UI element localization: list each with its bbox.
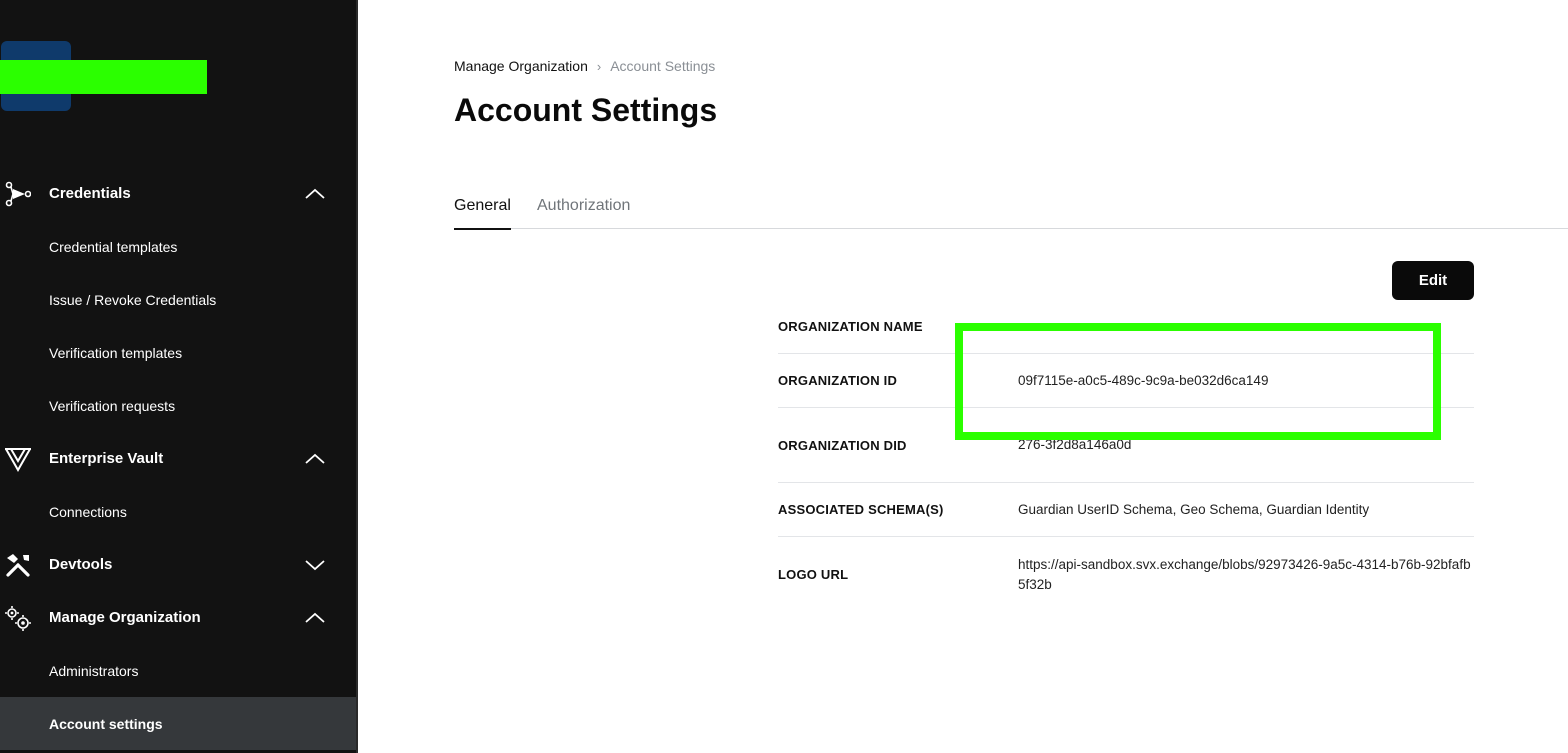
field-label: ORGANIZATION ID [778, 373, 898, 388]
field-label: LOGO URL [778, 567, 849, 582]
chevron-up-icon[interactable] [304, 187, 326, 201]
sidebar-item-label: Issue / Revoke Credentials [49, 291, 217, 308]
sidebar-item-credential-templates[interactable] [0, 220, 356, 273]
vault-icon [4, 445, 32, 473]
sidebar [0, 0, 358, 753]
tools-icon [4, 551, 32, 579]
table-row [778, 300, 1474, 354]
tab-general[interactable]: General [454, 197, 511, 229]
chevron-up-icon[interactable] [304, 452, 326, 466]
sidebar-item-verification-templates[interactable] [0, 326, 356, 379]
breadcrumb-separator-icon: › [596, 58, 602, 74]
sidebar-item-label: Connections [49, 503, 127, 520]
page-title: Account Settings [454, 92, 718, 128]
field-value: 09f7115e-a0c5-489c-9c9a-be032d6ca149 [1018, 372, 1269, 388]
sidebar-section-devtools[interactable] [0, 538, 356, 591]
table-row [778, 537, 1474, 612]
chevron-down-icon[interactable] [304, 558, 326, 572]
sidebar-item-label: Credential templates [49, 238, 178, 255]
sidebar-item-account-settings[interactable] [0, 697, 356, 750]
field-value: Guardian UserID Schema, Geo Schema, Guardian Identity [1018, 501, 1370, 517]
edit-button[interactable]: Edit [1392, 261, 1474, 300]
field-value: https://api-sandbox.svx.exchange/blobs/92973426-9a5c-4314-b76b-92bfafb5f32b [1018, 556, 1471, 592]
organization-info-table [778, 300, 1474, 612]
sidebar-item-administrators[interactable] [0, 644, 356, 697]
breadcrumb-link-manage-organization[interactable]: Manage Organization [454, 58, 588, 74]
sidebar-item-label: Account settings [49, 715, 163, 732]
table-row [778, 483, 1474, 537]
breadcrumb [454, 58, 715, 74]
sidebar-section-manage-organization[interactable] [0, 591, 356, 644]
sidebar-item-verification-requests[interactable] [0, 379, 356, 432]
table-row [778, 408, 1474, 483]
chevron-up-icon[interactable] [304, 611, 326, 625]
sidebar-item-label: Verification requests [49, 397, 176, 414]
sidebar-section-label: Credentials [49, 185, 131, 202]
sidebar-item-label: Verification templates [49, 344, 183, 361]
sidebar-section-credentials[interactable] [0, 167, 356, 220]
tab-bar [454, 188, 1568, 229]
sidebar-item-connections[interactable] [0, 485, 356, 538]
table-row [778, 354, 1474, 408]
field-label: ORGANIZATION DID [778, 437, 907, 453]
gears-icon [4, 604, 32, 632]
redaction-bar [0, 60, 207, 94]
credentials-icon [4, 180, 32, 208]
sidebar-section-label: Manage Organization [49, 609, 201, 626]
field-label: ORGANIZATION NAME [778, 319, 923, 334]
sidebar-section-label: Enterprise Vault [49, 450, 164, 467]
tab-authorization[interactable]: Authorization [537, 197, 631, 214]
main-content [358, 0, 1568, 753]
sidebar-item-issue-revoke[interactable] [0, 273, 356, 326]
sidebar-item-label: Administrators [49, 662, 139, 679]
field-value: 276-3f2d8a146a0d [1018, 437, 1132, 452]
sidebar-section-label: Devtools [49, 556, 113, 573]
breadcrumb-current: Account Settings [610, 58, 716, 74]
sidebar-section-enterprise-vault[interactable] [0, 432, 356, 485]
field-label: ASSOCIATED SCHEMA(S) [778, 502, 944, 517]
